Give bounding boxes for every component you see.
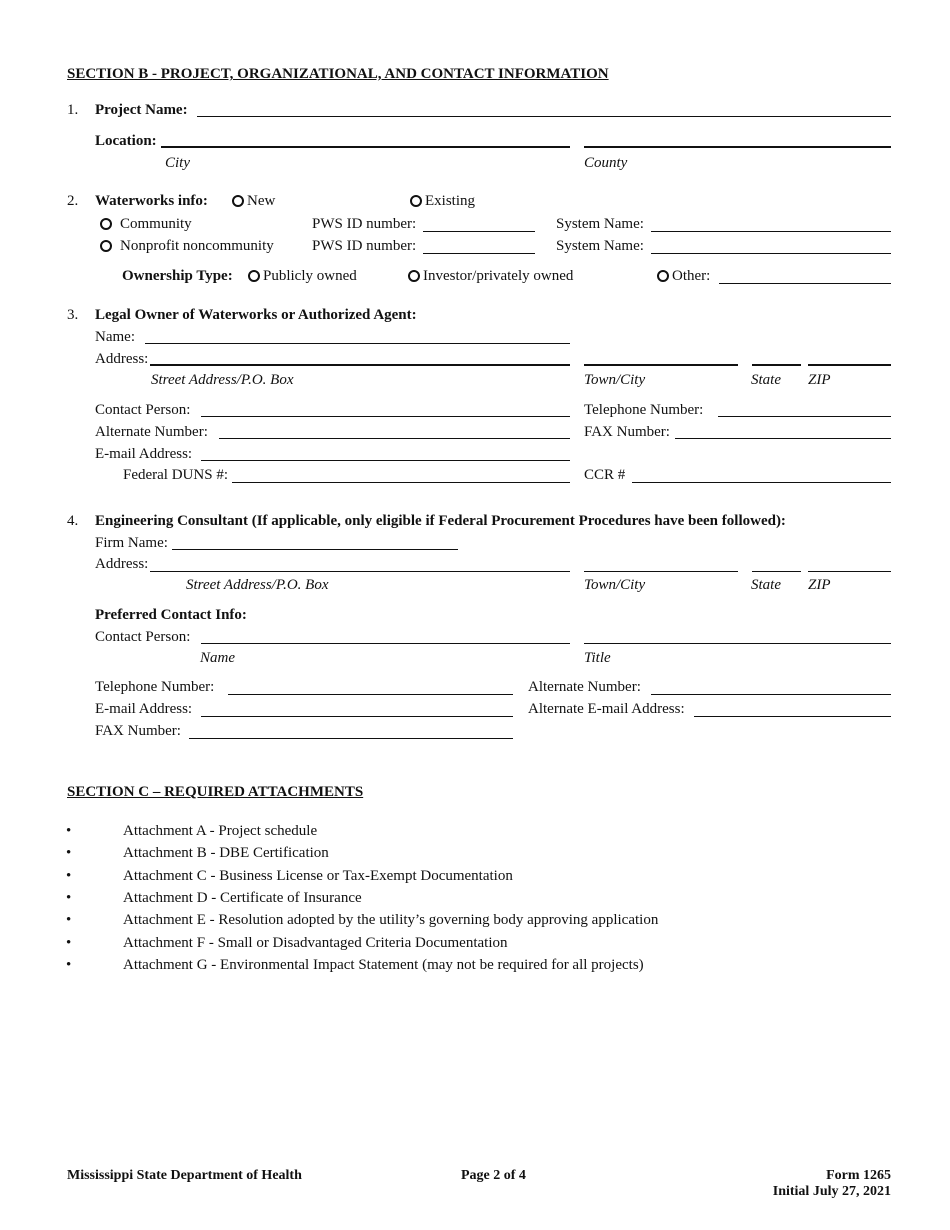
owner-state-caption: State [751,372,781,388]
owner-telephone-field[interactable] [718,416,891,417]
eng-email-field[interactable] [201,716,513,717]
radio-existing[interactable] [410,192,475,210]
radio-investor[interactable] [408,267,573,285]
footer-form: Form 1265 [826,1168,891,1183]
radio-circle-icon [100,218,112,230]
owner-name-label: Name: [95,329,135,345]
firm-name-field[interactable] [172,549,458,550]
investor-label: Investor/privately owned [423,268,574,284]
owner-email-field[interactable] [201,460,570,461]
eng-street-field[interactable] [150,571,570,572]
bullet-icon: • [66,889,72,906]
eng-telephone-field[interactable] [228,694,513,695]
eng-zip-caption: ZIP [808,577,831,593]
owner-street-field[interactable] [150,364,570,366]
radio-circle-icon [248,270,260,282]
eng-email-label: E-mail Address: [95,701,193,717]
engineering-heading: Engineering Consultant (If applicable, only eligible if Federal Procurement Procedures have been followed): [95,513,786,529]
radio-circle-icon [408,270,420,282]
bullet-icon: • [66,867,72,884]
section-b-title: SECTION B - PROJECT, ORGANIZATIONAL, AND CONTACT INFORMATION [67,66,609,82]
attachment-item: Attachment C - Business License or Tax-Exempt Documentation [123,867,513,884]
eng-state-caption: State [751,577,781,593]
attachment-item: Attachment A - Project schedule [123,823,318,839]
eng-street-caption: Street Address/P.O. Box [186,577,329,593]
attachment-item: Attachment E - Resolution adopted by the utility’s governing body approving application [123,912,659,929]
project-name-field[interactable] [197,116,891,117]
owner-street-caption: Street Address/P.O. Box [151,372,294,388]
owner-telephone-label: Telephone Number: [584,402,704,418]
pws-label-nonprofit: PWS ID number: [312,238,417,254]
radio-other[interactable] [657,267,710,285]
bullet-icon: • [66,845,72,862]
owner-address-label: Address: [95,351,149,367]
owner-zip-caption: ZIP [808,372,831,388]
city-field[interactable] [161,146,570,148]
owner-alternate-label: Alternate Number: [95,424,208,440]
eng-town-caption: Town/City [584,577,646,593]
radio-circle-icon [410,195,422,207]
pws-label-community: PWS ID number: [312,216,417,232]
project-name-label: Project Name: [95,102,188,118]
radio-circle-icon [100,240,112,252]
title-caption: Title [584,650,611,666]
item-2-number: 2. [67,193,79,209]
owner-town-field[interactable] [584,364,738,366]
community-label: Community [120,216,192,232]
eng-contact-name-field[interactable] [201,643,570,644]
county-caption: County [584,155,628,171]
ccr-field[interactable] [632,482,891,483]
radio-new[interactable] [232,192,275,210]
ccr-label: CCR # [584,467,626,483]
location-label: Location: [95,133,157,149]
attachment-item: Attachment F - Small or Disadvantaged Criteria Documentation [123,934,508,951]
eng-alt-email-field[interactable] [694,716,891,717]
pws-field-community[interactable] [423,231,535,232]
city-caption: City [165,155,190,171]
existing-label: Existing [425,193,476,209]
radio-circle-icon [232,195,244,207]
radio-public[interactable] [248,267,357,285]
item-1-number: 1. [67,102,79,118]
item-3-number: 3. [67,307,79,323]
system-name-label-community: System Name: [556,216,644,232]
attachment-item: Attachment D - Certificate of Insurance [123,889,362,906]
eng-zip-field[interactable] [808,571,891,572]
eng-contact-title-field[interactable] [584,643,891,644]
owner-email-label: E-mail Address: [95,446,193,462]
bullet-icon: • [66,912,72,929]
eng-alternate-field[interactable] [651,694,891,695]
legal-owner-heading: Legal Owner of Waterworks or Authorized Agent: [95,307,417,323]
eng-fax-field[interactable] [189,738,513,739]
footer-agency: Mississippi State Department of Health [67,1168,302,1183]
eng-fax-label: FAX Number: [95,723,181,739]
owner-fax-label: FAX Number: [584,424,670,440]
firm-name-label: Firm Name: [95,535,168,551]
eng-alternate-label: Alternate Number: [528,679,641,695]
new-label: New [247,193,276,209]
footer-date: Initial July 27, 2021 [772,1184,891,1199]
eng-alt-email-label: Alternate E-mail Address: [528,701,685,717]
ownership-label: Ownership Type: [122,268,233,284]
public-label: Publicly owned [263,268,357,284]
other-label: Other: [672,268,711,284]
radio-nonprofit[interactable] [100,237,274,255]
system-name-field-community[interactable] [651,231,891,232]
eng-contact-label: Contact Person: [95,629,191,645]
county-field[interactable] [584,146,891,148]
eng-address-label: Address: [95,556,149,572]
item-4-number: 4. [67,513,79,529]
owner-contact-label: Contact Person: [95,402,191,418]
owner-town-caption: Town/City [584,372,646,388]
other-field[interactable] [719,283,891,284]
radio-community[interactable] [100,215,192,233]
duns-field[interactable] [232,482,570,483]
eng-telephone-label: Telephone Number: [95,679,215,695]
attachment-item: Attachment B - DBE Certification [123,845,329,862]
bullet-icon: • [66,823,72,839]
radio-circle-icon [657,270,669,282]
eng-town-field[interactable] [584,571,738,572]
eng-state-field[interactable] [752,571,801,572]
nonprofit-label: Nonprofit noncommunity [120,238,274,254]
waterworks-label: Waterworks info: [95,193,208,209]
owner-contact-field[interactable] [201,416,570,417]
attachment-item: Attachment G - Environmental Impact Statement (may not be required for all projects) [123,956,644,973]
owner-state-field[interactable] [752,364,801,366]
system-name-label-nonprofit: System Name: [556,238,644,254]
system-name-field-nonprofit[interactable] [651,253,891,254]
owner-alternate-field[interactable] [219,438,570,439]
footer-page: Page 2 of 4 [461,1168,526,1183]
pws-field-nonprofit[interactable] [423,253,535,254]
owner-fax-field[interactable] [675,438,891,439]
preferred-contact-label: Preferred Contact Info: [95,607,247,623]
section-c-title: SECTION C – REQUIRED ATTACHMENTS [67,784,364,800]
owner-zip-field[interactable] [808,364,891,366]
owner-name-field[interactable] [145,343,570,344]
bullet-icon: • [66,956,72,973]
bullet-icon: • [66,934,72,951]
name-caption: Name [200,650,235,666]
duns-label: Federal DUNS #: [123,467,228,483]
